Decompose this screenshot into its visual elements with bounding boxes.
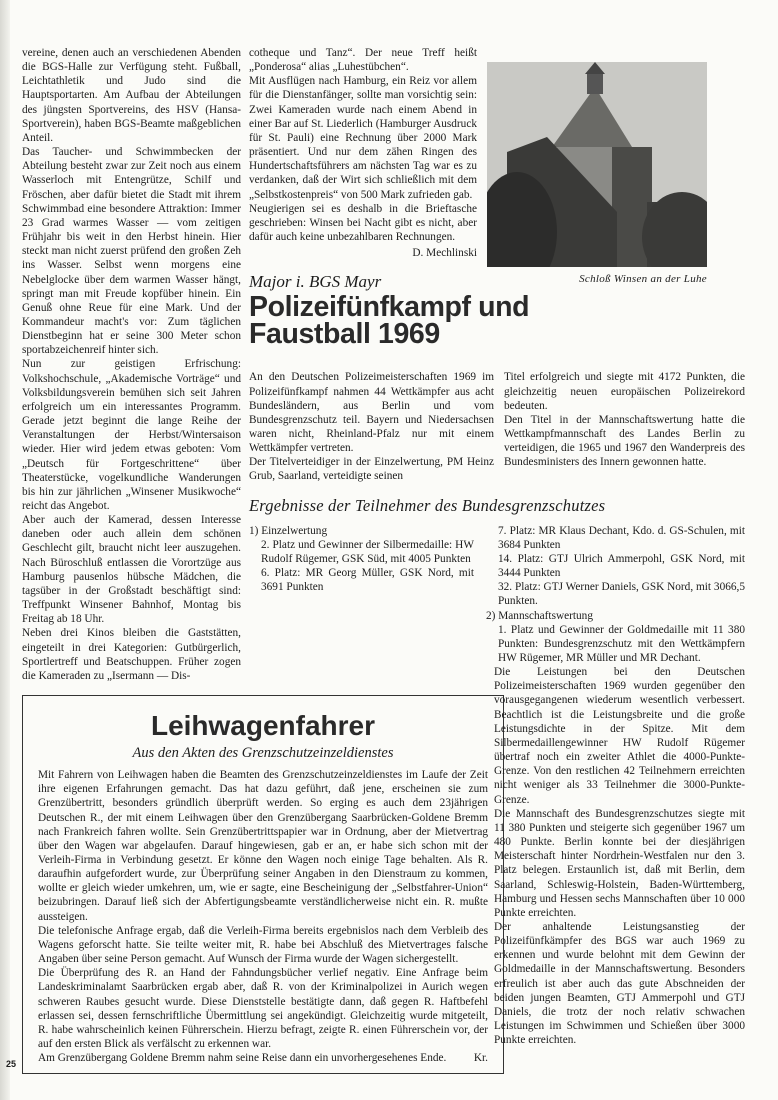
- article2-byline: Major i. BGS Mayr: [249, 272, 382, 292]
- page-edge-shadow: [0, 0, 10, 1100]
- paragraph: Der Titelverteidiger in der Einzelwertung, PM Heinz Grub, Saarland, verteidigte seinen: [249, 456, 494, 483]
- article2-headline: [249, 291, 745, 351]
- article2-column-a: [249, 370, 494, 483]
- list-item: 32. Platz: GTJ Werner Daniels, GSK Nord, mit 3066,5 Punkten.: [498, 581, 745, 608]
- paragraph: vereine, denen auch an verschiedenen Abenden die BGS-Halle zur Verfügung steht. Fußball, Leichtathletik und Judo sind die Hauptsportarten. Am Aufbau der Abteilungen des jüngsten Sportvereins, des HSV (Hansa-Sportverein), haben BGS-Beamte maßgeblichen Anteil.: [22, 47, 241, 144]
- box-last-line: [38, 1051, 488, 1065]
- paragraph: Die Überprüfung des R. an Hand der Fahndungsbücher verlief negativ. Eine Anfrage beim Landeskriminalamt Saarbrücken ergab aber, daß R. von der Kriminalpolizei in Aurich wegen schweren Raubes gesucht wurde. Diese Dienststelle bestätigte dann, daß gegen R. Haftbefehl erlassen sei, dessen fernschriftliche Übermittlung sei angekündigt. Gleichzeitig wurde mitgeteilt, R. habe wahrscheinlich keinen Führerschein. Hierzu befragt, zeigte R. einen Führerschein vor, der auf den ersten Blick als verfälscht zu erkennen war.: [38, 967, 488, 1050]
- results-list-right: [486, 524, 745, 666]
- paragraph: Der anhaltende Leistungsanstieg der Polizeifünfkämpfer des BGS war auch 1969 zu erkennen und wurde belohnt mit dem Gewinn der Goldmedaille in der Mannschaftswertung. Besonders erfreulich ist aber auch das gute Abschneiden der beiden jungen Beamten, GTJ Ammerpohl und GTJ Daniels, die trotz der noch relativ schwachen Leistungen im Schwimmen und Schießen über 3000 Punkte erreichten.: [494, 920, 745, 1047]
- author: Kr.: [473, 1052, 488, 1065]
- box-title: Leihwagenfahrer: [150, 710, 376, 742]
- results-heading: Ergebnisse der Teilnehmer des Bundesgrenzschutzes: [249, 495, 606, 515]
- list-item: 14. Platz: GTJ Ulrich Ammerpohl, GSK Nord, mit 3444 Punkten: [498, 552, 745, 580]
- paragraph: Neugierigen sei es deshalb in die Brieftasche geschrieben: Winsen bei Nacht gibt es nicht, aber dafür auch keine unbezahlbaren Rechnungen.: [249, 202, 477, 244]
- photo-caption: Schloß Winsen an der Luhe: [579, 273, 707, 285]
- list-item: 7. Platz: MR Klaus Dechant, Kdo. d. GS-Schulen, mit 3684 Punkten: [498, 524, 745, 551]
- article2-column-c: [486, 665, 745, 1047]
- paragraph: Aber auch der Kamerad, dessen Interesse daneben oder auch allein dem schönen Geschlecht gilt, braucht nicht leer auszugehen. Nach Büroschluß entlassen die Vorortzüge aus Hamburg pausenlos hübsche Mädchen, die tagsüber in der Großstadt beschäftigt sind: Treffpunkt Winsener Bahnhof, Montag bis Freitag ab 18 Uhr.: [22, 514, 241, 626]
- paragraph: Die telefonische Anfrage ergab, daß die Verleih-Firma bereits ergebnislos nach dem Verbleib des Wagens geforscht hatte. Sie teilte weiter mit, R. habe bei Abschluß des Mietvertrages falsche Angaben über seine Person gemacht. Auf Wunsch der Firma wurde der Wagen sichergestellt.: [38, 924, 488, 966]
- results-list-left: [249, 524, 474, 595]
- results-row: [249, 524, 745, 1048]
- headline-line: Polizeifünfkampf und: [249, 291, 530, 324]
- paragraph: cotheque und Tanz“. Der neue Treff heißt „Ponderosa“ alias „Luhestübchen“.: [249, 47, 477, 74]
- right-stack: [486, 524, 745, 1048]
- article1-column1: [22, 46, 241, 683]
- list-item: 6. Platz: MR Georg Müller, GSK Nord, mit 3691 Punkten: [261, 567, 474, 594]
- paragraph: Nun zur geistigen Erfrischung: Volkshochschule, „Akademische Vorträge“ und Volksbildungsverein bemühen sich seit Jahren erfolgreich um ein interessantes Programm. Gerade jetzt beginnt die lange Reihe der Veranstaltungen der Herbst/Wintersaison wieder. Hier wird jedem etwas geboten: Vom „Deutsch für Fortgeschrittene“ über Theaterstücke, vogelkundliche Wanderungen bis hin zur jährlichen „Winsener Musikwoche“ reicht das Angebot.: [22, 358, 241, 512]
- paragraph: Mit Fahrern von Leihwagen haben die Beamten des Grenzschutzeinzeldienstes im Laufe der Zeit ihre eigenen Erfahrungen gemacht. Das hat dazu geführt, daß jene, erscheinen sie zum Grenzübertritt, besonders gründlich überprüft werden. So erging es auch dem 23jährigen Deutschen R., der mit einem Leihwagen über den Grenzübergang Saarbrücken-Goldene Bremm nach Frankreich fahren wollte. Sein Grenzübertrittspapier war in Ordnung, aber der Mietvertrag über den Wagen war abgelaufen. Darauf hingewiesen, gab er an, er habe sich schon mit der Verleih-Firma in Verbindung gesetzt. Er könne den Wagen noch einige Tage behalten. Als R. daraufhin aufgefordert wurde, zur Überprüfung seiner Angaben in den Dienstraum zu kommen, wollte er gleich wieder umkehren, um, wie er sagte, eine Bescheinigung der „Selbstfahrer-Union“ beizubringen. Darauf ließ sich der Abfertigungsbeamte verständlicherweise nicht ein. R. mußte aussteigen.: [38, 769, 488, 923]
- article2-column-b: [504, 370, 745, 483]
- list-item: 2. Platz und Gewinner der Silbermedaille: HW Rudolf Rügemer, GSK Süd, mit 4005 Punkten: [261, 538, 474, 565]
- list-item: 2) Mannschaftswertung: [486, 609, 593, 622]
- paragraph: Das Taucher- und Schwimmbecken der Abteilung besteht zwar zur Zeit noch aus einem Wasserloch mit Entengrütze, Schilf und Fröschen, aber dafür bietet die Stadt mit ihrem Schwimmbad eine besondere Attraktion: Immer 23 Grad warmes Wasser — vom zeitigen Frühjahr bis weit in den Herbst hinein. Hier steckt man nicht zuerst prüfend den großen Zeh ins Wasser. Selbst wenn morgens eine Nebelglocke über dem warmen Wasser hängt, springt man mit Freude kopfüber hinein. Ein Genuß ohne Reue für eine Mark. Und der Kommandeur macht's vor: Zum täglichen Dienstbeginn hat er seine 300 Meter schon sportabzeichenreif hinter sich.: [22, 146, 241, 357]
- list-item: 1) Einzelwertung: [249, 524, 328, 537]
- paragraph: Die Mannschaft des Bundesgrenzschutzes siegte mit 11 380 Punkten und steigerte sich gegenüber 1967 um 480 Punkte. Berlin konnte bei der diesjährigen Meisterschaft hinter Nordrhein-Westfalen nur den 3. Platz belegen. Erstaunlich ist, daß mit Berlin, dem Saarland, Schleswig-Holstein, Baden-Württemberg, Hamburg und Hessen sechs Mannschaften über 10 000 Punkte erreichten.: [494, 807, 745, 919]
- paragraph: An den Deutschen Polizeimeisterschaften 1969 im Polizeifünfkampf nahmen 44 Wettkämpfer aus acht Bundesländern, aus Berlin und vom Bundesgrenzschutz teil. Bayern und Niedersachsen waren nicht, Rheinland-Pfalz nur mit einem Wettkämpfer vertreten.: [249, 371, 494, 455]
- author: D. Mechlinski: [412, 247, 477, 260]
- box-subtitle: Aus den Akten des Grenzschutzeinzeldienstes: [132, 745, 394, 762]
- main-flow: [249, 46, 745, 1047]
- paragraph: Mit Ausflügen nach Hamburg, ein Reiz vor allem für die Dienstanfänger, sollte man vorsichtig sein: Zwei Kameraden wurde nach einem Abend in einer Bar auf St. Liederlich (Hamburger Ausdruck für St. Pauli) eine Rechnung über 2000 Mark präsentiert. Und nur dem zähen Ringen des Hundertschaftsführers am nächsten Tag war es zu verdanken, daß der Wirt sich schließlich mit dem „Selbstkostenpreis“ von 500 Mark zufrieden gab.: [249, 75, 477, 201]
- paragraph: Den Titel in der Mannschaftswertung hatte die Wettkampfmannschaft des Landes Berlin zu verteidigen, die 1965 und 1967 den Wanderpreis des Bundesministers des Innern gewonnen hatte.: [504, 413, 745, 469]
- paragraph: Neben drei Kinos bleiben die Gaststätten, eingeteilt in drei Kategorien: Gutbürgerlich, Sportlertreff und Beatschuppen. Früher zogen die Kameraden zu „Isermann — Dis-: [22, 627, 241, 682]
- paragraph: Die Leistungen bei den Deutschen Polizeimeisterschaften 1969 wurden gegenüber den vorausgegangenen wiederum wesentlich verbessert. Beachtlich ist die Leistungsbreite und die große Leistungsdichte in der Spitze. Mit dem Silbermedaillengewinner HW Rudolf Rügemer übertraf noch ein zweiter Athlet die 4000-Punkte-Grenze. Von den restlichen 42 Teilnehmern erreichten nicht weniger als 33 Teilnehmer die 3000-Punkte-Grenze.: [494, 666, 745, 806]
- paragraph: Am Grenzübergang Goldene Bremm nahm seine Reise dann ein unvorhergesehenes Ende.: [38, 1052, 447, 1065]
- paragraph: Titel erfolgreich und siegte mit 4172 Punkten, die gleichzeitig neuen europäischen Polizeirekord bedeuten.: [504, 371, 745, 412]
- page-number: 25: [6, 1059, 17, 1069]
- headline-line: Faustball 1969: [249, 318, 440, 351]
- article1-column2: [249, 46, 477, 260]
- article2-intro-columns: [249, 370, 745, 483]
- list-item: 1. Platz und Gewinner der Goldmedaille mit 11 380 Punkten: Bundesgrenzschutz mit den Wettkämpfern HW Rügemer, MR Müller und MR Dechant.: [498, 623, 745, 664]
